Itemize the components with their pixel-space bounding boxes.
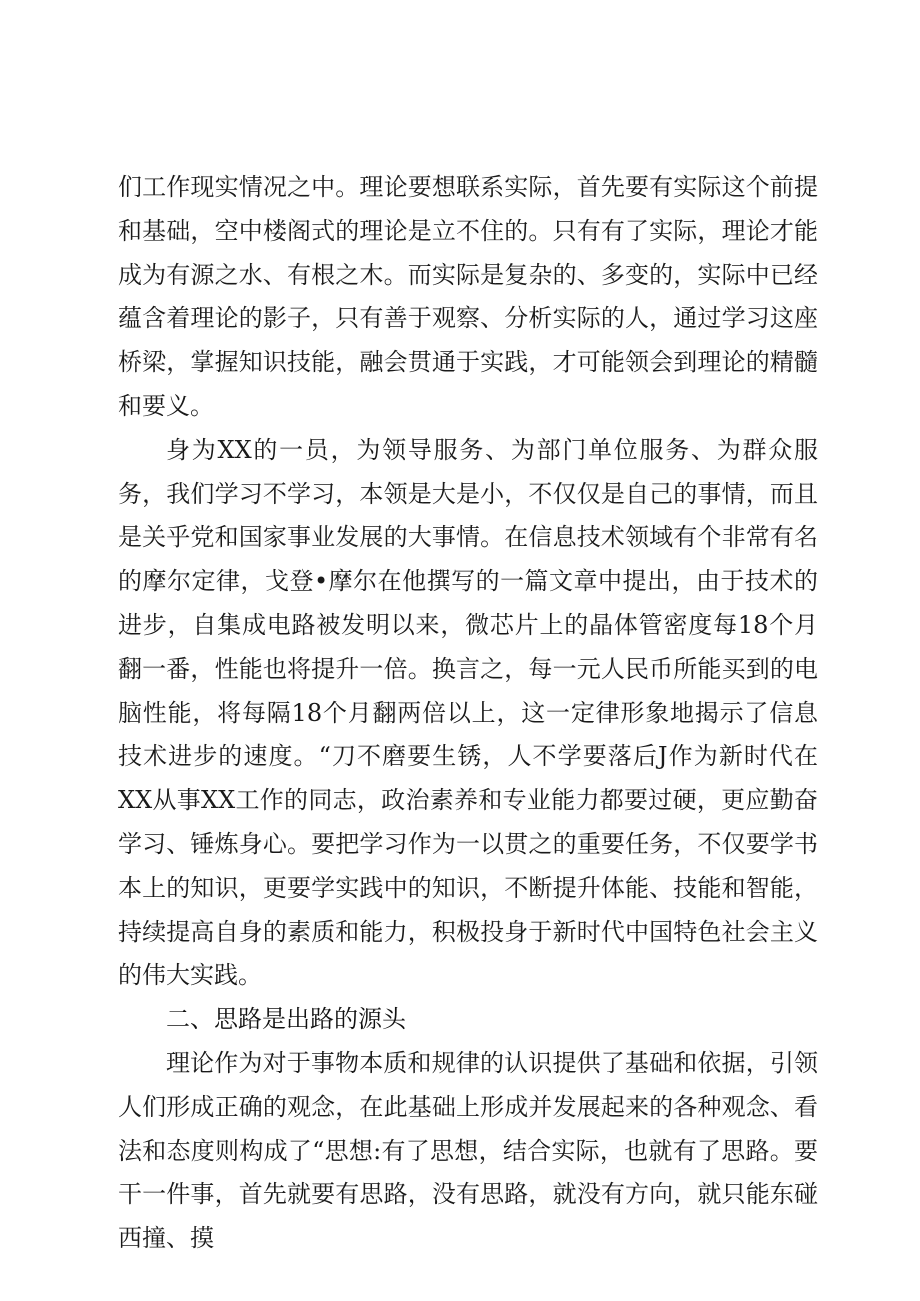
paragraph-thinking: 理论作为对于事物本质和规律的认识提供了基础和依据，引领人们形成正确的观念，在此基础上形成并发展起来的各种观念、看法和态度则构成了“思想:有了思想，结合实际，也就有了思路。要干一件事，首先就要有思路，没有思路，就没有方向，就只能东碰西撞、摸 — [118, 1048, 818, 1253]
paragraph-continuation: 们工作现实情况之中。理论要想联系实际，首先要有实际这个前提和基础，空中楼阁式的理论是立不住的。只有有了实际，理论才能成为有源之水、有根之木。而实际是复杂的、多变的，实际中已经蕴含着理论的影子，只有善于观察、分析实际的人，通过学习这座桥梁，掌握知识技能，融会贯通于实践，才可能领会到理论的精髓和要义。 — [118, 173, 818, 420]
document-body — [118, 166, 818, 1261]
paragraph-moores-law: 身为XX的一员，为领导服务、为部门单位服务、为群众服务，我们学习不学习，本领是大是小，不仅仅是自己的事情，而且是关乎党和国家事业发展的大事情。在信息技术领域有个非常有名的摩尔定律，戈登•摩尔在他撰写的一篇文章中提出，由于技术的进步，自集成电路被发明以来，微芯片上的晶体管密度每18个月翻一番，性能也将提升一倍。换言之，每一元人民币所能买到的电脑性能，将每隔18个月翻两倍以上，这一定律形象地揭示了信息技术进步的速度。“刀不磨要生锈，人不学要落后J作为新时代在XX从事XX工作的同志，政治素养和专业能力都要过硬，更应勤奋学习、锤炼身心。要把学习作为一以贯之的重要任务，不仅要学书本上的知识，更要学实践中的知识，不断提升体能、技能和智能，持续提高自身的素质和能力，积极投身于新时代中国特色社会主义的伟大实践。 — [118, 435, 818, 990]
section-heading: 二、思路是出路的源头 — [166, 1005, 406, 1034]
